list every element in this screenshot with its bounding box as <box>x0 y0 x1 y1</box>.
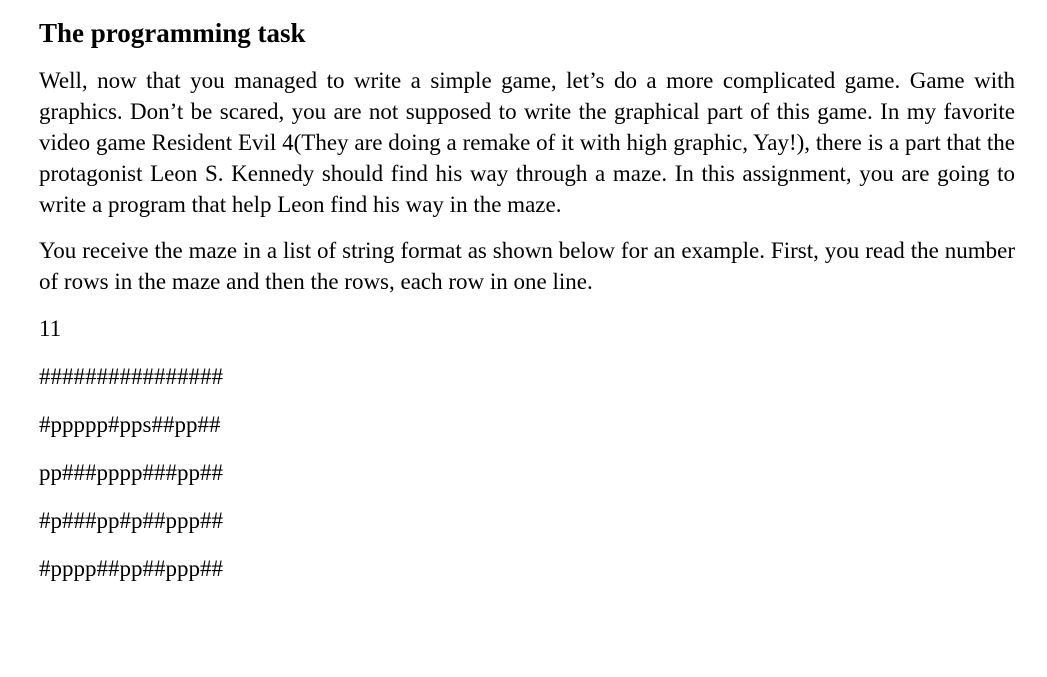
maze-row: #p###pp#p##ppp## <box>39 508 223 533</box>
maze-row: #ppppp#pps##pp## <box>39 412 221 437</box>
maze-row: ################ <box>39 364 223 389</box>
section-heading: The programming task <box>39 18 306 48</box>
maze-row-count: 11 <box>39 316 62 341</box>
maze-row: #pppp##pp##ppp## <box>39 556 223 581</box>
input-format-paragraph: You receive the maze in a list of string format as shown below for an example. First, you read the number of rows in the maze and then the rows, each row in one line. <box>39 238 1015 294</box>
maze-row: pp###pppp###pp## <box>39 460 223 485</box>
document-page <box>39 14 1015 601</box>
intro-paragraph: Well, now that you managed to write a simple game, let’s do a more complicated game. Game with graphics. Don’t be scared, you are not supposed to write the graphical part of this game. In my favorite video game Resident Evil 4(They are doing a remake of it with high graphic, Yay!), there is a part that the protagonist Leon S. Kennedy should find his way through a maze. In this assignment, you are going to write a program that help Leon find his way in the maze. <box>39 68 1015 217</box>
